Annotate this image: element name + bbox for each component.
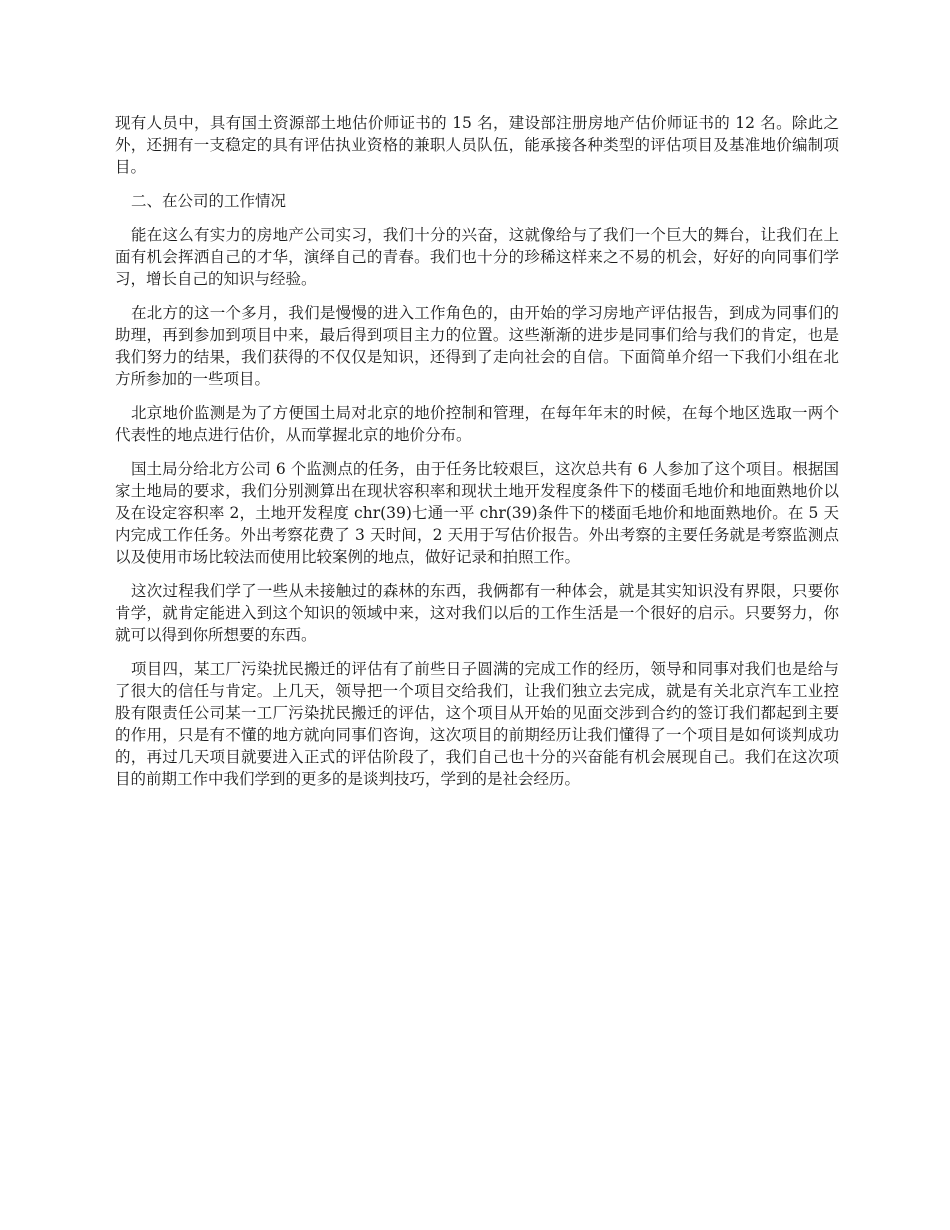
paragraph-monitoring-task: 国土局分给北方公司 6 个监测点的任务，由于任务比较艰巨，这次总共有 6 人参加了这个项目。根据国家土地局的要求，我们分别测算出在现状容积率和现状土地开发程度条件下的楼面毛地价和地面熟地价以及在设定容积率 2，土地开发程度 chr(39)七通一平 chr(39)条件下的楼面毛地价和地面熟地价。在 5 天内完成工作任务。外出考察花费了 3 天时间，2 天用于写估价报告。外出考察的主要任务就是考察监测点以及使用市场比较法而使用比较案例的地点，做好记录和拍照工作。 (115, 460, 839, 566)
paragraph-staff: 现有人员中，具有国土资源部土地估价师证书的 15 名，建设部注册房地产估价师证书的 12 名。除此之外，还拥有一支稳定的具有评估执业资格的兼职人员队伍，能承接各种类型的评估项目及基准地价编制项目。 (115, 114, 839, 176)
section-heading-work: 二、在公司的工作情况 (131, 192, 287, 210)
paragraph-internship-intro: 能在这么有实力的房地产公司实习，我们十分的兴奋，这就像给与了我们一个巨大的舞台，让我们在上面有机会挥洒自己的才华，演绎自己的青春。我们也十分的珍稀这样来之不易的机会，好好的向同事们学习，增长自己的知识与经验。 (115, 226, 839, 288)
paragraph-progress: 在北方的这一个多月，我们是慢慢的进入工作角色的，由开始的学习房地产评估报告，到成为同事们的助理，再到参加到项目中来，最后得到项目主力的位置。这些渐渐的进步是同事们给与我们的肯定，也是我们努力的结果，我们获得的不仅仅是知识，还得到了走向社会的自信。下面简单介绍一下我们小组在北方所参加的一些项目。 (115, 304, 839, 388)
paragraph-project-four: 项目四，某工厂污染扰民搬迁的评估有了前些日子圆满的完成工作的经历，领导和同事对我们也是给与了很大的信任与肯定。上几天，领导把一个项目交给我们，让我们独立去完成，就是有关北京汽车工业控股有限责任公司某一工厂污染扰民搬迁的评估，这个项目从开始的见面交涉到合约的签订我们都起到主要的作用，只是有不懂的地方就向同事们咨询，这次项目的前期经历让我们懂得了一个项目是如何谈判成功的，再过几天项目就要进入正式的评估阶段了，我们自己也十分的兴奋能有机会展现自己。我们在这次项目的前期工作中我们学到的更多的是谈判技巧，学到的是社会经历。 (115, 660, 839, 788)
paragraph-learning: 这次过程我们学了一些从未接触过的森林的东西，我俩都有一种体会，就是其实知识没有界限，只要你肯学，就肯定能进入到这个知识的领域中来，这对我们以后的工作生活是一个很好的启示。只要努力，你就可以得到你所想要的东西。 (115, 582, 839, 644)
document-body (115, 112, 839, 802)
paragraph-price-monitoring: 北京地价监测是为了方便国土局对北京的地价控制和管理，在每年年末的时候，在每个地区选取一两个代表性的地点进行估价，从而掌握北京的地价分布。 (115, 404, 839, 444)
